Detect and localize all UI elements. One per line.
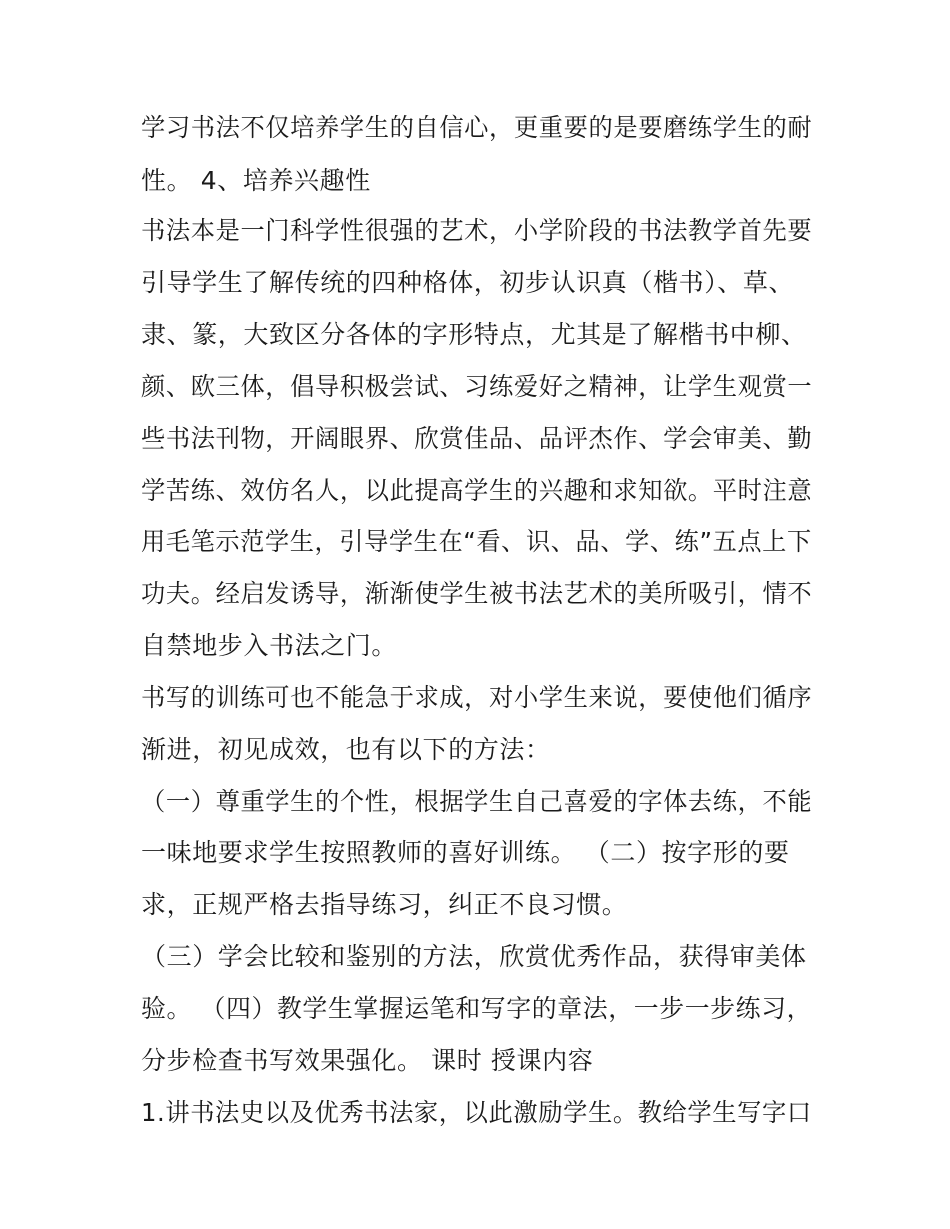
text-line: 求，正规严格去指导练习，纠正不良习惯。 [141,890,628,919]
text-line: 1.讲书法史以及优秀书法家，以此激励学生。教给学生写字口 [141,1098,812,1127]
text-line: 书写的训练可也不能急于求成，对小学生来说，要使他们循序 [141,683,813,712]
text-line: 渐进，初见成效，也有以下的方法： [141,735,551,764]
text-line: 功夫。经启发诱导，渐渐使学生被书法艺术的美所吸引，情不 [141,579,813,608]
text-line: 引导学生了解传统的四种格体，初步认识真（楷书）、草、 [141,268,795,297]
text-line: 书法本是一门科学性很强的艺术，小学阶段的书法教学首先要 [141,216,813,245]
text-line: 学苦练、效仿名人，以此提高学生的兴趣和求知欲。平时注意 [141,476,813,505]
text-line: 些书法刊物，开阔眼界、欣赏佳品、品评杰作、学会审美、勤 [141,424,813,453]
text-line: 学习书法不仅培养学生的自信心，更重要的是要磨练学生的耐 [141,113,813,142]
text-line: （一）尊重学生的个性，根据学生自己喜爱的字体去练，不能 [141,787,813,816]
text-line: 隶、篆，大致区分各体的字形特点，尤其是了解楷书中柳、 [141,320,807,349]
text-line: 一味地要求学生按照教师的喜好训练。 （二）按字形的要 [141,838,790,867]
text-line: 颜、欧三体，倡导积极尝试、习练爱好之精神，让学生观赏一 [141,372,813,401]
text-line: 分步检查书写效果强化。 课时 授课内容 [141,1046,594,1075]
text-line: 性。 4、培养兴趣性 [141,166,371,195]
text-line: 自禁地步入书法之门。 [141,631,398,660]
text-line: 用毛笔示范学生，引导学生在“看、识、品、学、练”五点上下 [141,527,812,556]
text-line: （三）学会比较和鉴别的方法，欣赏优秀作品，获得审美体 [141,942,807,971]
text-line: 验。 （四）教学生掌握运笔和写字的章法，一步一步练习， [141,994,813,1023]
